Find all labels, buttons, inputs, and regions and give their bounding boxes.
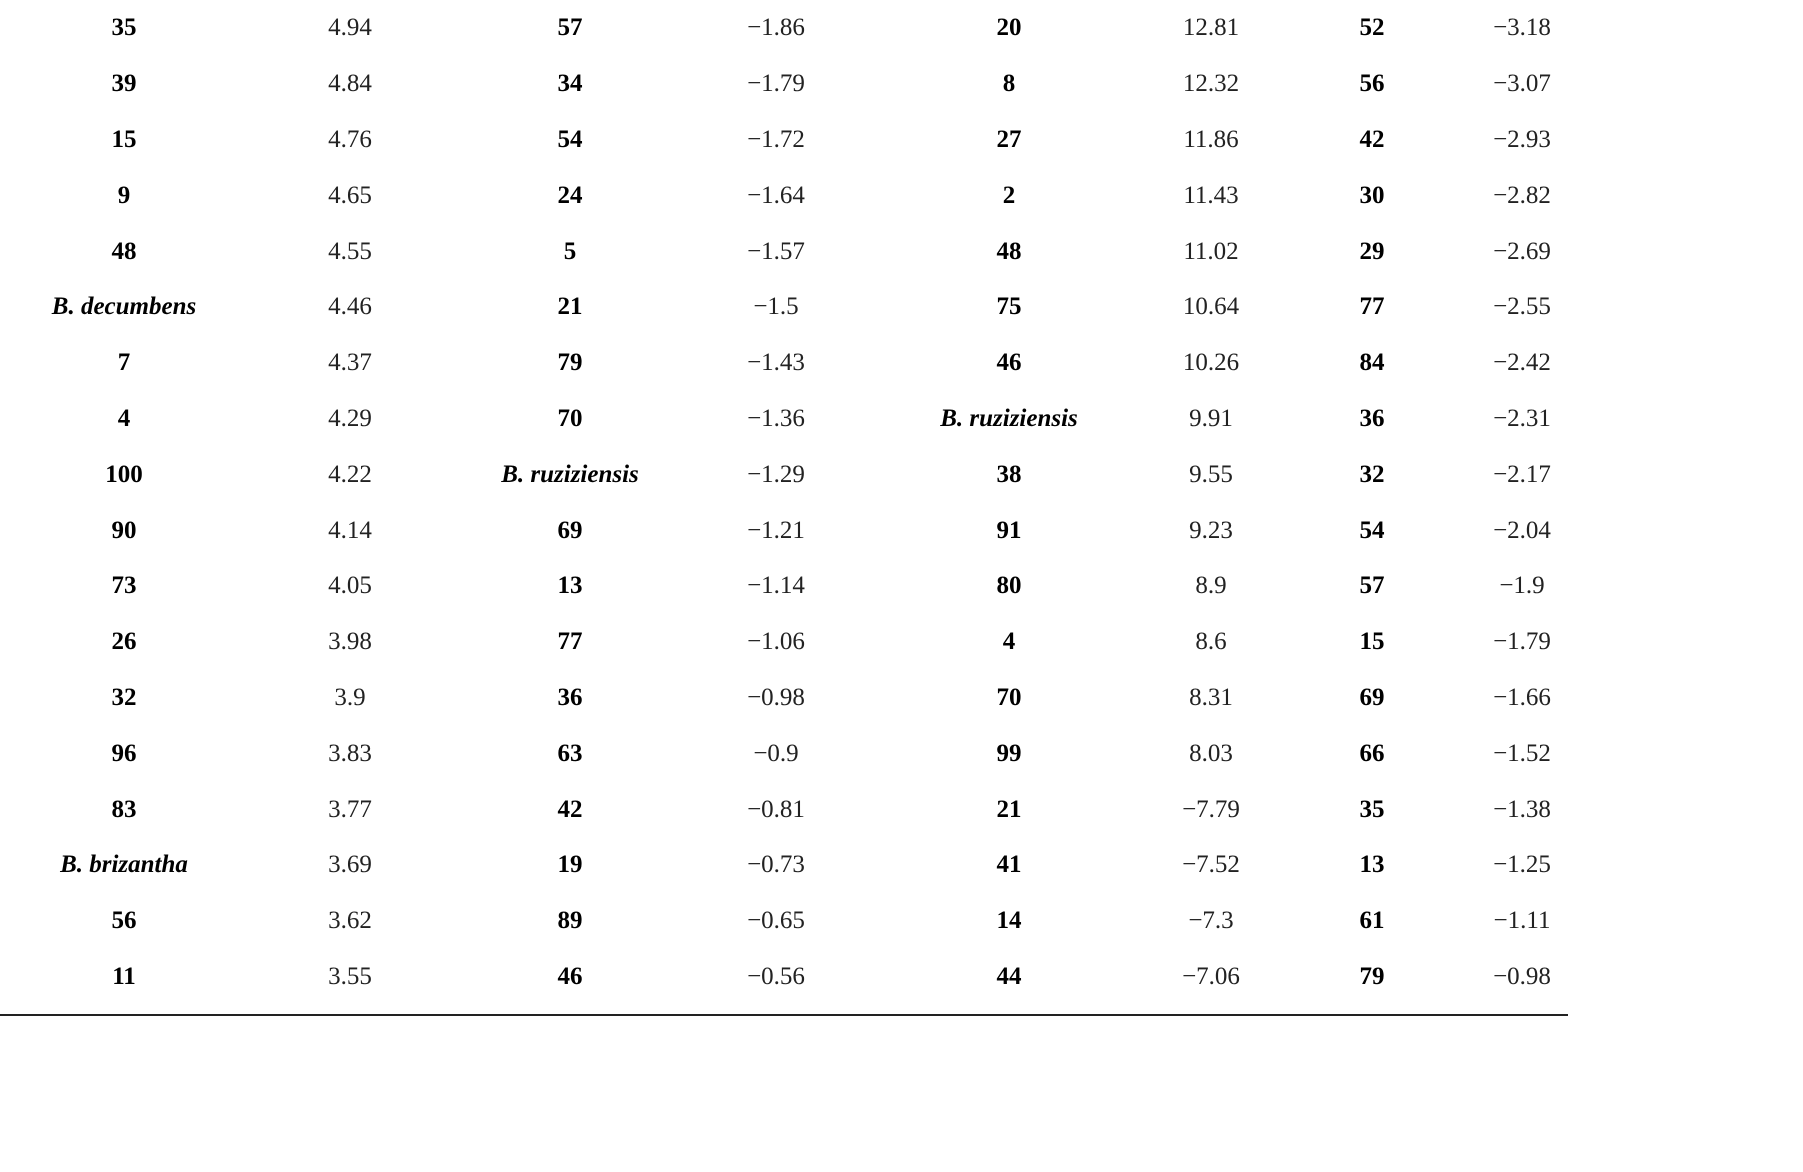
cell-genotype-2: 21 <box>557 293 583 321</box>
cell-value-1: 4.29 <box>328 404 372 432</box>
cell-value-3: 12.81 <box>1182 14 1240 42</box>
cell-genotype-2: 54 <box>557 125 583 153</box>
cell-genotype-3: 14 <box>996 907 1022 935</box>
cell-genotype-3: 38 <box>996 460 1022 488</box>
cell-genotype-1: 15 <box>111 125 137 153</box>
cell-genotype-3: 48 <box>996 237 1022 265</box>
cell-genotype-4: 13 <box>1359 851 1385 879</box>
cell-value-1: 4.65 <box>328 181 372 209</box>
cell-value-4: −2.82 <box>1493 181 1551 209</box>
table-row <box>0 279 1568 335</box>
cell-value-2: −1.79 <box>747 70 805 98</box>
cell-genotype-4: 32 <box>1359 460 1385 488</box>
cell-genotype-3: 20 <box>996 14 1022 42</box>
cell-genotype-1: 4 <box>117 404 131 432</box>
cell-genotype-4: 66 <box>1359 739 1385 767</box>
table-row <box>0 167 1568 223</box>
cell-genotype-2: 24 <box>557 181 583 209</box>
table-row <box>0 949 1568 1005</box>
cell-value-3: −7.06 <box>1182 962 1240 990</box>
cell-value-2: −1.86 <box>747 14 805 42</box>
cell-value-4: −2.17 <box>1493 460 1551 488</box>
cell-genotype-4: 79 <box>1359 962 1385 990</box>
cell-value-1: 3.55 <box>328 962 372 990</box>
cell-genotype-2: 42 <box>557 795 583 823</box>
cell-genotype-4: 69 <box>1359 683 1385 711</box>
cell-value-3: 8.03 <box>1189 739 1233 767</box>
cell-value-4: −2.55 <box>1493 293 1551 321</box>
cell-genotype-2: B. ruziziensis <box>501 460 639 488</box>
cell-genotype-4: 61 <box>1359 907 1385 935</box>
cell-value-2: −1.14 <box>747 572 805 600</box>
table-row <box>0 502 1568 558</box>
cell-genotype-1: 26 <box>111 628 137 656</box>
cell-value-4: −1.11 <box>1493 907 1551 935</box>
table-bottom-rule <box>0 1014 1568 1016</box>
cell-value-2: −0.56 <box>747 962 805 990</box>
cell-value-4: −3.18 <box>1493 14 1551 42</box>
table-row <box>0 446 1568 502</box>
cell-value-1: 4.46 <box>328 293 372 321</box>
cell-value-3: 9.55 <box>1189 460 1233 488</box>
cell-value-4: −2.69 <box>1493 237 1551 265</box>
cell-genotype-4: 35 <box>1359 795 1385 823</box>
cell-value-4: −1.79 <box>1493 628 1551 656</box>
cell-value-3: −7.3 <box>1188 907 1234 935</box>
table-row <box>0 781 1568 837</box>
table-row <box>0 0 1568 56</box>
cell-genotype-3: 27 <box>996 125 1022 153</box>
cell-genotype-1: 56 <box>111 907 137 935</box>
cell-genotype-1: 35 <box>111 14 137 42</box>
cell-genotype-1: 32 <box>111 683 137 711</box>
cell-genotype-2: 89 <box>557 907 583 935</box>
cell-genotype-3: 8 <box>1002 70 1016 98</box>
cell-value-1: 4.05 <box>328 572 372 600</box>
cell-value-2: −1.64 <box>747 181 805 209</box>
cell-genotype-2: 5 <box>563 237 577 265</box>
cell-genotype-1: 48 <box>111 237 137 265</box>
cell-genotype-3: 75 <box>996 293 1022 321</box>
cell-value-1: 3.69 <box>328 851 372 879</box>
cell-value-1: 3.83 <box>328 739 372 767</box>
cell-genotype-4: 52 <box>1359 14 1385 42</box>
cell-value-4: −1.38 <box>1493 795 1551 823</box>
cell-genotype-2: 34 <box>557 70 583 98</box>
cell-genotype-1: 11 <box>112 962 136 990</box>
table-row <box>0 614 1568 670</box>
cell-genotype-1: 39 <box>111 70 137 98</box>
cell-value-4: −1.9 <box>1499 572 1545 600</box>
cell-genotype-1: 100 <box>105 460 143 488</box>
table-row <box>0 893 1568 949</box>
cell-value-2: −1.29 <box>747 460 805 488</box>
cell-value-4: −2.04 <box>1493 516 1551 544</box>
cell-value-1: 4.22 <box>328 460 372 488</box>
cell-value-2: −1.72 <box>747 125 805 153</box>
cell-value-3: 10.64 <box>1182 293 1240 321</box>
cell-genotype-4: 36 <box>1359 404 1385 432</box>
table-row <box>0 56 1568 112</box>
cell-genotype-1: B. decumbens <box>51 293 197 321</box>
cell-genotype-4: 15 <box>1359 628 1385 656</box>
cell-value-2: −1.36 <box>747 404 805 432</box>
cell-genotype-1: 90 <box>111 516 137 544</box>
cell-value-1: 4.76 <box>328 125 372 153</box>
table-row <box>0 112 1568 168</box>
cell-genotype-4: 42 <box>1359 125 1385 153</box>
cell-value-4: −2.42 <box>1493 349 1551 377</box>
cell-genotype-1: 7 <box>117 349 131 377</box>
cell-value-3: 8.9 <box>1195 572 1227 600</box>
cell-value-1: 4.37 <box>328 349 372 377</box>
cell-value-2: −0.65 <box>747 907 805 935</box>
cell-genotype-4: 54 <box>1359 516 1385 544</box>
cell-value-4: −3.07 <box>1493 70 1551 98</box>
cell-value-2: −0.9 <box>753 739 799 767</box>
cell-genotype-3: B. ruziziensis <box>940 404 1078 432</box>
table-row <box>0 391 1568 447</box>
cell-value-4: −1.52 <box>1493 739 1551 767</box>
cell-genotype-3: 70 <box>996 683 1022 711</box>
cell-value-1: 3.9 <box>334 683 366 711</box>
cell-genotype-4: 77 <box>1359 293 1385 321</box>
cell-value-3: 8.31 <box>1189 683 1233 711</box>
cell-value-1: 4.14 <box>328 516 372 544</box>
cell-genotype-2: 77 <box>557 628 583 656</box>
cell-value-1: 4.55 <box>328 237 372 265</box>
cell-genotype-3: 46 <box>996 349 1022 377</box>
cell-genotype-2: 13 <box>557 572 583 600</box>
cell-genotype-3: 80 <box>996 572 1022 600</box>
cell-genotype-2: 57 <box>557 14 583 42</box>
cell-value-3: 11.86 <box>1183 125 1239 153</box>
cell-value-3: −7.79 <box>1182 795 1240 823</box>
cell-genotype-2: 69 <box>557 516 583 544</box>
table-row <box>0 837 1568 893</box>
cell-genotype-3: 44 <box>996 962 1022 990</box>
cell-genotype-3: 2 <box>1002 181 1016 209</box>
table-row <box>0 335 1568 391</box>
cell-genotype-1: 73 <box>111 572 137 600</box>
cell-value-2: −0.98 <box>747 683 805 711</box>
cell-value-2: −1.5 <box>753 293 799 321</box>
table-row <box>0 670 1568 726</box>
cell-value-3: 8.6 <box>1195 628 1227 656</box>
cell-value-4: −0.98 <box>1493 962 1551 990</box>
cell-genotype-3: 91 <box>996 516 1022 544</box>
cell-genotype-1: 83 <box>111 795 137 823</box>
cell-value-1: 4.94 <box>328 14 372 42</box>
cell-value-2: −0.81 <box>747 795 805 823</box>
cell-genotype-3: 41 <box>996 851 1022 879</box>
cell-genotype-4: 56 <box>1359 70 1385 98</box>
cell-genotype-1: B. brizantha <box>60 851 188 879</box>
cell-genotype-2: 46 <box>557 962 583 990</box>
cell-value-3: 10.26 <box>1182 349 1240 377</box>
table-row <box>0 725 1568 781</box>
cell-genotype-4: 30 <box>1359 181 1385 209</box>
cell-value-2: −1.57 <box>747 237 805 265</box>
cell-value-4: −2.93 <box>1493 125 1551 153</box>
cell-value-1: 4.84 <box>328 70 372 98</box>
cell-value-1: 3.98 <box>328 628 372 656</box>
cell-value-4: −1.25 <box>1493 851 1551 879</box>
cell-genotype-4: 29 <box>1359 237 1385 265</box>
cell-value-2: −1.06 <box>747 628 805 656</box>
cell-genotype-2: 19 <box>557 851 583 879</box>
cell-value-3: 9.23 <box>1189 516 1233 544</box>
cell-value-3: 12.32 <box>1182 70 1240 98</box>
cell-genotype-1: 96 <box>111 739 137 767</box>
cell-genotype-3: 4 <box>1002 628 1016 656</box>
cell-value-4: −1.66 <box>1493 683 1551 711</box>
cell-value-2: −1.43 <box>747 349 805 377</box>
cell-value-4: −2.31 <box>1493 404 1551 432</box>
cell-genotype-2: 70 <box>557 404 583 432</box>
cell-genotype-2: 79 <box>557 349 583 377</box>
cell-genotype-3: 21 <box>996 795 1022 823</box>
cell-genotype-3: 99 <box>996 739 1022 767</box>
cell-value-2: −1.21 <box>747 516 805 544</box>
cell-value-3: 11.02 <box>1183 237 1239 265</box>
cell-value-3: 11.43 <box>1183 181 1239 209</box>
table-row <box>0 558 1568 614</box>
cell-genotype-2: 36 <box>557 683 583 711</box>
cell-value-1: 3.77 <box>328 795 372 823</box>
cell-genotype-4: 57 <box>1359 572 1385 600</box>
cell-value-2: −0.73 <box>747 851 805 879</box>
table-row <box>0 223 1568 279</box>
cell-value-3: 9.91 <box>1189 404 1233 432</box>
cell-genotype-2: 63 <box>557 739 583 767</box>
cell-genotype-1: 9 <box>117 181 131 209</box>
cell-value-3: −7.52 <box>1182 851 1240 879</box>
cell-value-1: 3.62 <box>328 907 372 935</box>
cell-genotype-4: 84 <box>1359 349 1385 377</box>
